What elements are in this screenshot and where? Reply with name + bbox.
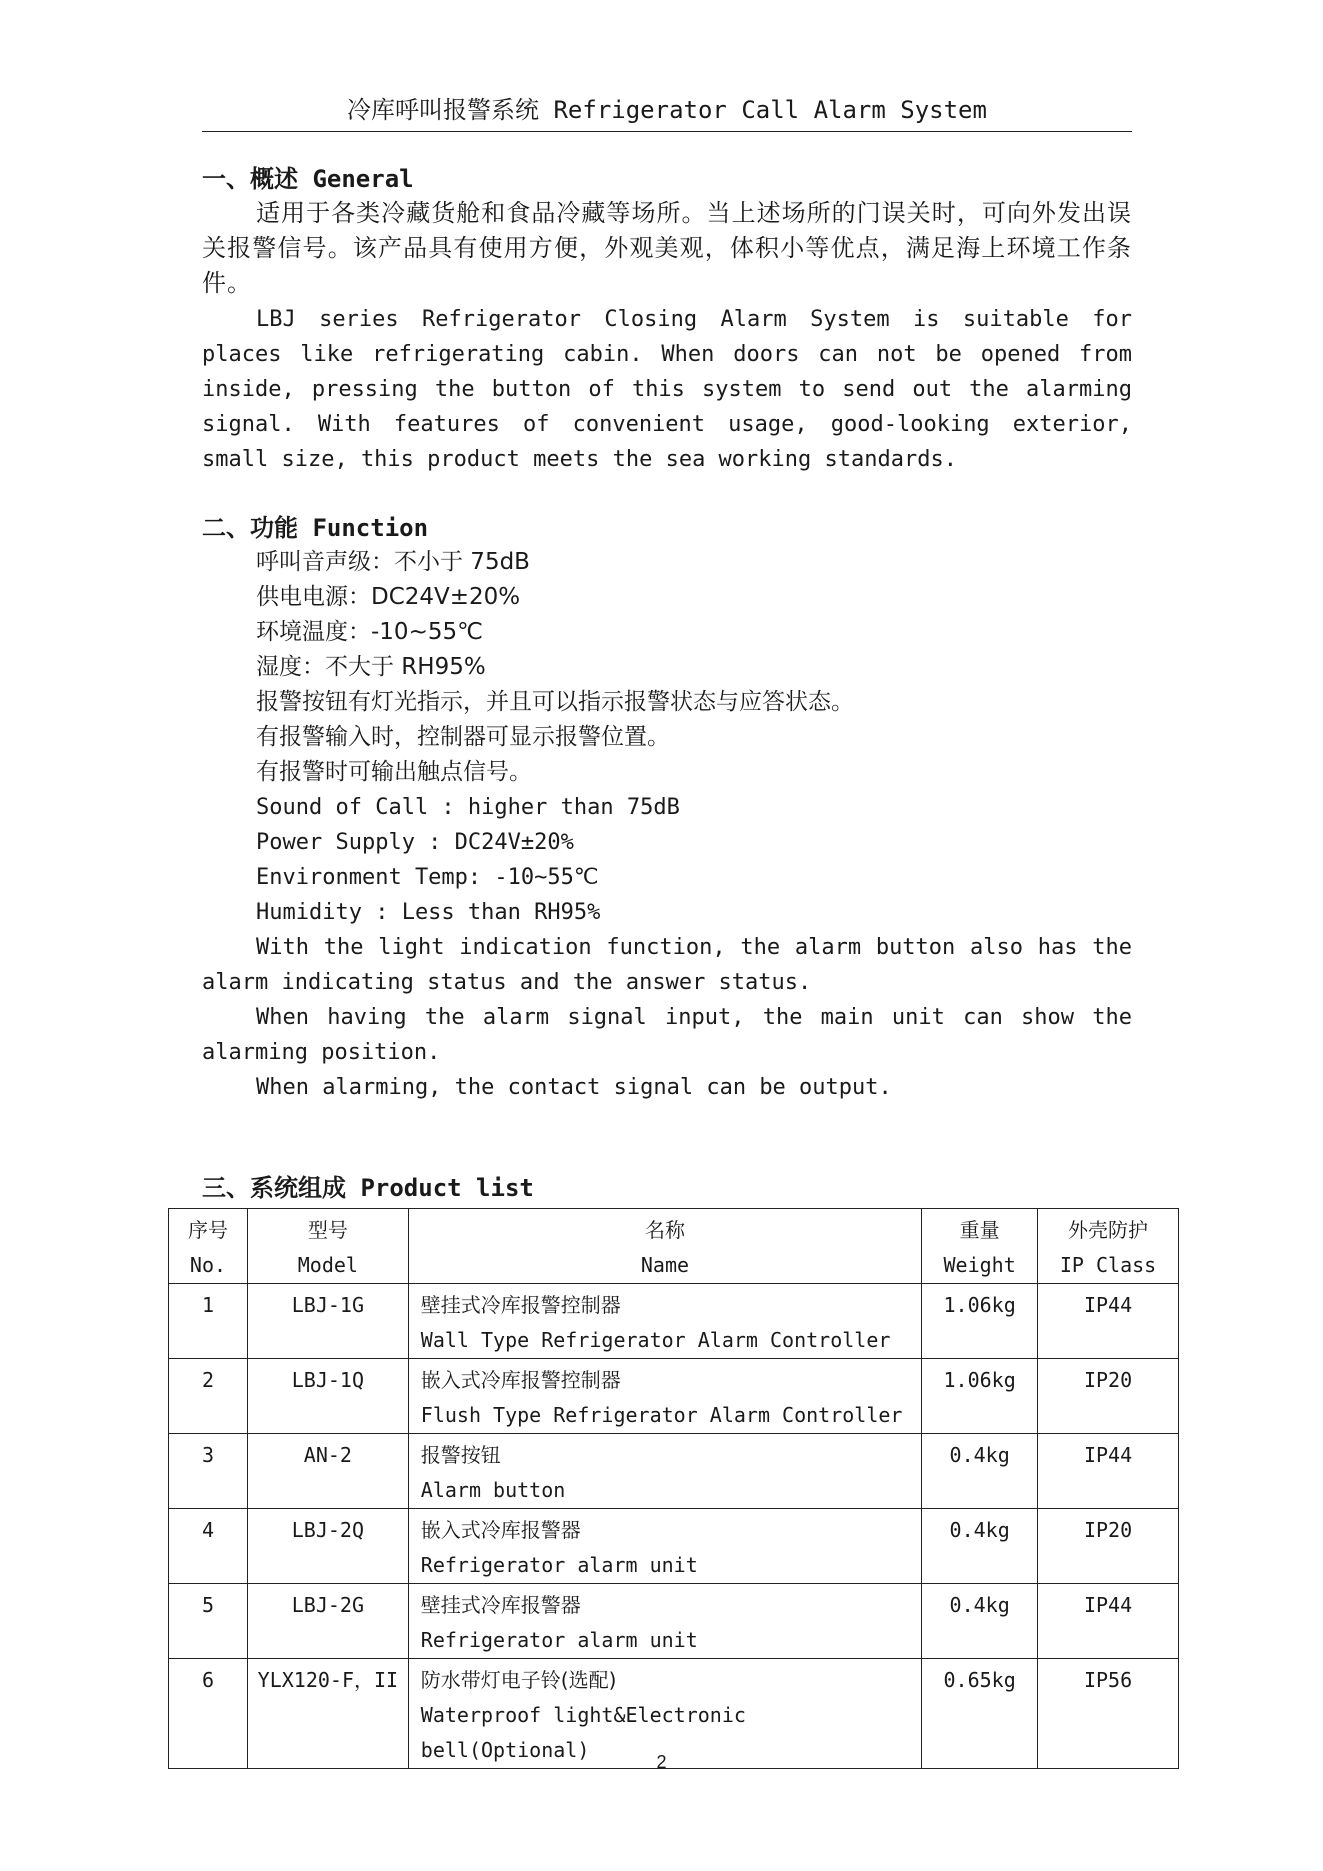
cell-ip: IP20	[1038, 1509, 1179, 1584]
cell-model: AN-2	[247, 1434, 408, 1509]
cell-weight: 1.06kg	[922, 1284, 1038, 1359]
cell-weight: 0.4kg	[922, 1509, 1038, 1584]
function-paragraph	[202, 930, 1132, 1000]
cell-name: 嵌入式冷库报警控制器 Flush Type Refrigerator Alarm Controller	[408, 1359, 921, 1434]
cell-ip: IP44	[1038, 1434, 1179, 1509]
function-line: 有报警输入时，控制器可显示报警位置。	[256, 724, 670, 750]
cell-model: LBJ-1Q	[247, 1359, 408, 1434]
header-model: 型号 Model	[247, 1209, 408, 1284]
cell-ip: IP44	[1038, 1584, 1179, 1659]
header-ip-class: 外壳防护 IP Class	[1038, 1209, 1179, 1284]
cell-no: 1	[169, 1284, 248, 1359]
cell-weight: 0.4kg	[922, 1584, 1038, 1659]
function-paragraph	[202, 1070, 1132, 1105]
cell-weight: 0.4kg	[922, 1434, 1038, 1509]
table-header-row	[169, 1209, 1179, 1284]
function-line: 呼叫音声级：不小于 75dB	[256, 549, 530, 575]
cell-weight: 1.06kg	[922, 1359, 1038, 1434]
cell-model: LBJ-2G	[247, 1584, 408, 1659]
cell-ip: IP44	[1038, 1284, 1179, 1359]
section-product-list-title: 三、系统组成 Product list	[202, 1174, 534, 1202]
header-no: 序号 No.	[169, 1209, 248, 1284]
cell-name: 壁挂式冷库报警器 Refrigerator alarm unit	[408, 1584, 921, 1659]
function-paragraph-text: With the light indication function, the alarm button also has the alarm indicating status and the answer status.	[202, 935, 1132, 995]
header-weight: 重量 Weight	[922, 1209, 1038, 1284]
page-header-title: 冷库呼叫报警系统 Refrigerator Call Alarm System	[347, 96, 987, 124]
function-line: 报警按钮有灯光指示，并且可以指示报警状态与应答状态。	[256, 689, 854, 715]
function-line: Sound of Call : higher than 75dB	[256, 795, 680, 820]
section-general-title: 一、概述 General	[202, 165, 414, 193]
table-row	[169, 1359, 1179, 1434]
cell-weight: 0.65kg	[922, 1659, 1038, 1769]
table-row	[169, 1584, 1179, 1659]
function-line: Power Supply : DC24V±20%	[256, 830, 574, 855]
cell-no: 2	[169, 1359, 248, 1434]
table-row	[169, 1509, 1179, 1584]
product-list-table	[168, 1208, 1179, 1769]
function-paragraph-text: When having the alarm signal input, the main unit can show the alarming position.	[202, 1005, 1132, 1065]
cell-ip: IP20	[1038, 1359, 1179, 1434]
function-paragraph-text: When alarming, the contact signal can be output.	[256, 1075, 892, 1100]
table-row	[169, 1284, 1179, 1359]
function-line: Environment Temp: -10~55℃	[256, 865, 599, 890]
cell-model: LBJ-2Q	[247, 1509, 408, 1584]
header-divider	[202, 131, 1132, 132]
cell-no: 5	[169, 1584, 248, 1659]
section-function-title: 二、功能 Function	[202, 514, 429, 542]
cell-no: 4	[169, 1509, 248, 1584]
general-cn-text: 适用于各类冷藏货舱和食品冷藏等场所。当上述场所的门误关时，可向外发出误关报警信号。该产品具有使用方便，外观美观，体积小等优点，满足海上环境工作条件。	[202, 199, 1132, 297]
cell-name: 壁挂式冷库报警控制器 Wall Type Refrigerator Alarm Controller	[408, 1284, 921, 1359]
cell-model: LBJ-1G	[247, 1284, 408, 1359]
function-line: 供电电源：DC24V±20%	[256, 584, 521, 610]
table-row	[169, 1434, 1179, 1509]
function-paragraph	[202, 1000, 1132, 1070]
cell-no: 3	[169, 1434, 248, 1509]
cell-name: 报警按钮 Alarm button	[408, 1434, 921, 1509]
cell-name: 嵌入式冷库报警器 Refrigerator alarm unit	[408, 1509, 921, 1584]
function-line: 有报警时可输出触点信号。	[256, 759, 532, 785]
cell-ip: IP56	[1038, 1659, 1179, 1769]
function-line: 湿度：不大于 RH95%	[256, 654, 486, 680]
function-line: Humidity : Less than RH95%	[256, 900, 601, 925]
page-number: 2	[656, 1752, 667, 1772]
function-line: 环境温度：-10~55℃	[256, 619, 483, 645]
header-name: 名称 Name	[408, 1209, 921, 1284]
general-en-text: LBJ series Refrigerator Closing Alarm System is suitable for places like refrigerating cabin. When doors can not be opened from inside, pressing the button of this system to send out the alarming signal. With features of convenient usage, good-looking exterior, small size, this product meets the sea working standards.	[202, 307, 1132, 472]
cell-model: YLX120-F，II	[247, 1659, 408, 1769]
cell-name: 防水带灯电子铃(选配) Waterproof light&Electronic bell(Optional)	[408, 1659, 921, 1769]
cell-no: 6	[169, 1659, 248, 1769]
general-cn-paragraph	[202, 196, 1132, 301]
general-en-paragraph	[202, 302, 1132, 477]
